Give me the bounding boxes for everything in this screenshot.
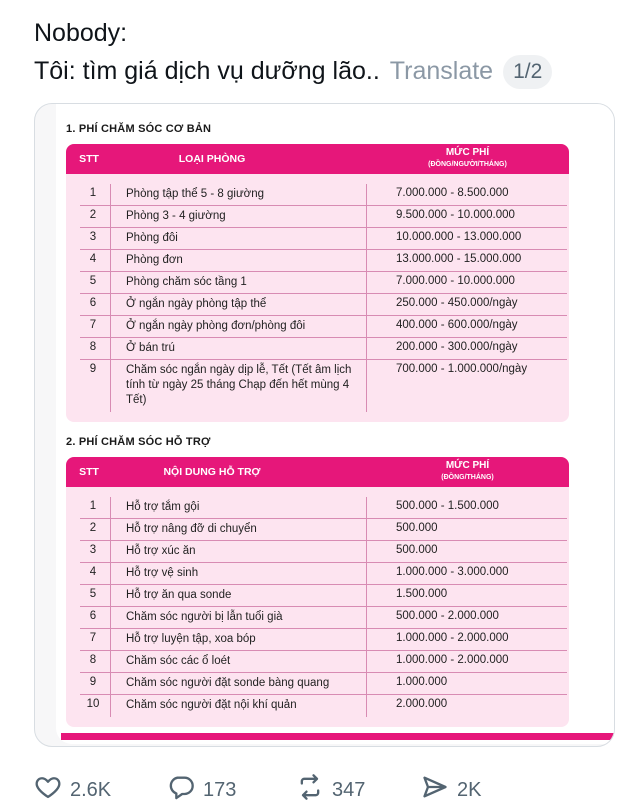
cell-name: Phòng đơn xyxy=(126,254,183,266)
repost-icon xyxy=(296,773,324,807)
section-1-title: 1. PHÍ CHĂM SÓC CƠ BẢN xyxy=(66,123,212,135)
header-fee-unit: (ĐỒNG/NGƯỜI/THÁNG) xyxy=(428,161,507,168)
image-counter-badge: 1/2 xyxy=(503,55,552,89)
table-body xyxy=(66,174,569,422)
cell-fee: 10.000.000 - 13.000.000 xyxy=(396,231,522,243)
cell-fee: 7.000.000 - 8.500.000 xyxy=(396,187,509,199)
table-row xyxy=(66,338,569,360)
cell-stt: 10 xyxy=(86,698,100,710)
cell-fee: 500.000 - 1.500.000 xyxy=(396,500,499,512)
cell-fee: 1.000.000 - 3.000.000 xyxy=(396,566,509,578)
cell-stt: 3 xyxy=(89,544,97,556)
table-row xyxy=(66,695,569,717)
cell-fee: 250.000 - 450.000/ngày xyxy=(396,297,518,309)
table-row xyxy=(66,629,569,651)
basic-care-table xyxy=(66,144,569,422)
cell-stt: 5 xyxy=(89,588,97,600)
post-line-1: Nobody: xyxy=(34,19,128,47)
post-line-2 xyxy=(34,52,552,90)
cell-fee: 1.000.000 - 2.000.000 xyxy=(396,654,509,666)
header-fee xyxy=(366,460,569,484)
support-care-table xyxy=(66,457,569,727)
cell-fee: 1.500.000 xyxy=(396,588,448,600)
repost-button[interactable] xyxy=(296,772,365,808)
table-row xyxy=(66,541,569,563)
cell-stt: 8 xyxy=(89,341,97,353)
cell-name: Ở bán trú xyxy=(126,342,175,354)
table-header xyxy=(66,144,569,174)
reply-count: 173 xyxy=(203,778,237,801)
table-row xyxy=(66,497,569,519)
cell-stt: 3 xyxy=(89,231,97,243)
cell-stt: 7 xyxy=(89,319,97,331)
table-row xyxy=(66,294,569,316)
cell-fee: 200.000 - 300.000/ngày xyxy=(396,341,518,353)
like-button[interactable] xyxy=(34,772,111,808)
cell-fee: 500.000 - 2.000.000 xyxy=(396,610,499,622)
cell-fee: 1.000.000 - 2.000.000 xyxy=(396,632,509,644)
column-divider xyxy=(366,184,367,412)
cell-stt: 9 xyxy=(89,363,97,375)
table-body xyxy=(66,487,569,727)
like-count: 2.6K xyxy=(70,778,112,801)
table-row xyxy=(66,316,569,338)
cell-fee: 2.000.000 xyxy=(396,698,448,710)
cell-fee: 500.000 xyxy=(396,544,438,556)
table-row xyxy=(66,206,569,228)
cell-name: Hỗ trợ tắm gội xyxy=(126,501,200,513)
share-button[interactable] xyxy=(421,772,481,808)
header-fee xyxy=(366,147,569,171)
cell-name: Chăm sóc người bị lẫn tuổi già xyxy=(126,611,283,623)
column-divider xyxy=(110,497,111,717)
cell-name: Hỗ trợ nâng đỡ di chuyển xyxy=(126,523,257,535)
table-row xyxy=(66,250,569,272)
cell-stt: 1 xyxy=(89,500,97,512)
table-row xyxy=(66,563,569,585)
cell-name: Phòng đôi xyxy=(126,232,178,244)
cell-name: Hỗ trợ xúc ăn xyxy=(126,545,196,557)
cell-fee: 1.000.000 xyxy=(396,676,448,688)
post-line-2-text: Tôi: tìm giá dịch vụ dưỡng lão.. xyxy=(34,57,380,85)
cell-stt: 2 xyxy=(89,209,97,221)
table-row xyxy=(66,651,569,673)
cell-name: Chăm sóc người đặt nội khí quản xyxy=(126,699,297,711)
cell-name: Phòng tập thể 5 - 8 giường xyxy=(126,188,264,200)
table-row xyxy=(66,272,569,294)
cell-stt: 7 xyxy=(89,632,97,644)
table-row xyxy=(66,360,569,412)
cell-stt: 9 xyxy=(89,676,97,688)
column-divider xyxy=(366,497,367,717)
reply-button[interactable] xyxy=(167,772,236,808)
cell-name: Phòng 3 - 4 giường xyxy=(126,210,226,222)
cell-name: Ở ngắn ngày phòng tập thể xyxy=(126,298,267,310)
table-row xyxy=(66,184,569,206)
table-row xyxy=(66,519,569,541)
header-fee-unit: (ĐỒNG/THÁNG) xyxy=(441,474,494,481)
cell-name: Phòng chăm sóc tầng 1 xyxy=(126,276,247,288)
cell-fee: 7.000.000 - 10.000.000 xyxy=(396,275,515,287)
cell-stt: 2 xyxy=(89,522,97,534)
cell-stt: 5 xyxy=(89,275,97,287)
cell-name: Chăm sóc người đặt sonde bàng quang xyxy=(126,677,330,689)
cell-fee: 700.000 - 1.000.000/ngày xyxy=(396,363,528,375)
cell-stt: 1 xyxy=(89,187,97,199)
cell-name: Hỗ trợ ăn qua sonde xyxy=(126,589,232,601)
table-header xyxy=(66,457,569,487)
cell-fee: 500.000 xyxy=(396,522,438,534)
cell-fee: 13.000.000 - 15.000.000 xyxy=(396,253,522,265)
column-divider xyxy=(110,184,111,412)
cell-stt: 6 xyxy=(89,297,97,309)
cell-name: Hỗ trợ vệ sinh xyxy=(126,567,199,579)
header-fee-label: MỨC PHÍ xyxy=(445,460,490,471)
repost-count: 347 xyxy=(332,778,366,801)
table-row xyxy=(66,607,569,629)
cell-name: Ở ngắn ngày phòng đơn/phòng đôi xyxy=(126,320,306,332)
reply-icon xyxy=(167,773,195,807)
heart-icon xyxy=(34,773,62,807)
document-bottom-bar xyxy=(61,733,615,740)
table-row xyxy=(66,228,569,250)
header-room-type: LOẠI PHÒNG xyxy=(178,153,246,165)
cell-stt: 4 xyxy=(89,253,97,265)
cell-stt: 8 xyxy=(89,654,97,666)
post-actions xyxy=(34,772,614,808)
table-row xyxy=(66,673,569,695)
cell-fee: 9.500.000 - 10.000.000 xyxy=(396,209,515,221)
header-fee-label: MỨC PHÍ xyxy=(445,147,490,158)
cell-stt: 6 xyxy=(89,610,97,622)
cell-name: Hỗ trợ luyện tập, xoa bóp xyxy=(126,633,256,645)
translate-link[interactable]: Translate xyxy=(389,57,494,85)
header-stt: STT xyxy=(79,466,99,478)
post-text xyxy=(34,14,552,90)
cell-fee: 400.000 - 600.000/ngày xyxy=(396,319,518,331)
section-2-title: 2. PHÍ CHĂM SÓC HỖ TRỢ xyxy=(66,436,211,448)
table-row xyxy=(66,585,569,607)
cell-stt: 4 xyxy=(89,566,97,578)
post-image[interactable] xyxy=(34,103,615,747)
share-icon xyxy=(421,773,449,807)
cell-name: Chăm sóc các ổ loét xyxy=(126,655,231,667)
header-support-content: NỘI DUNG HỖ TRỢ xyxy=(163,466,261,478)
cell-name: Chăm sóc ngắn ngày dịp lễ, Tết (Tết âm lịch tính từ ngày 25 tháng Chạp đến hết mùng 4 Tết) xyxy=(126,364,352,406)
header-stt: STT xyxy=(79,153,99,165)
share-count: 2K xyxy=(457,778,482,801)
